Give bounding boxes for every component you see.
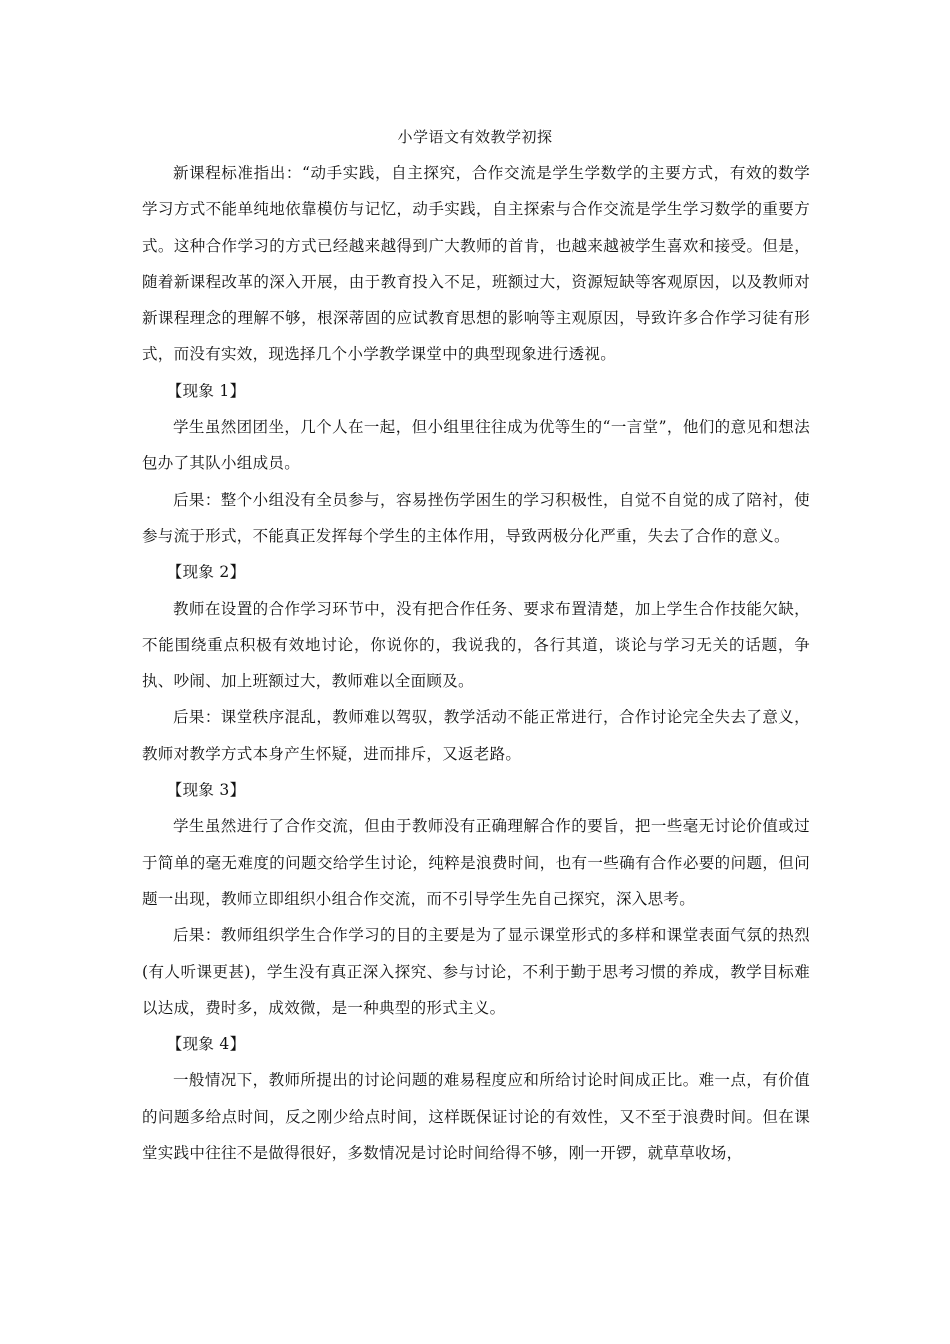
document-title: 小学语文有效教学初探: [397, 128, 553, 146]
phenomenon-4-description: 一般情况下，教师所提出的讨论问题的难易程度应和所给讨论时间成正比。难一点，有价值的问题多给点时间，反之刚少给点时间，这样既保证讨论的有效性，又不至于浪费时间。但在课堂实践中往往不是做得很好，多数情况是讨论时间给得不够，刚一开锣，就草草收场，: [142, 1071, 810, 1163]
phenomenon-2-heading: 【现象 2】: [166, 563, 246, 582]
phenomenon-1-consequence: 后果：整个小组没有全员参与，容易挫伤学困生的学习积极性，自觉不自觉的成了陪衬，使参与流于形式，不能真正发挥每个学生的主体作用，导致两极分化严重，失去了合作的意义。: [142, 490, 810, 545]
document-body: [142, 155, 810, 1171]
phenomenon-3-consequence: 后果：教师组织学生合作学习的目的主要是为了显示课堂形式的多样和课堂表面气氛的热烈(有人听课更甚)，学生没有真正深入探究、参与讨论，不利于勤于思考习惯的养成，教学目标难以达成，费时多，成效微，是一种典型的形式主义。: [142, 926, 810, 1017]
phenomenon-1-heading: 【现象 1】: [166, 381, 246, 400]
phenomenon-3-heading: 【现象 3】: [166, 781, 246, 800]
phenomenon-3-description: 学生虽然进行了合作交流，但由于教师没有正确理解合作的要旨，把一些毫无讨论价值或过于简单的毫无难度的问题交给学生讨论，纯粹是浪费时间，也有一些确有合作必要的问题，但问题一出现，教师立即组织小组合作交流，而不引导学生先自己探究，深入思考。: [142, 817, 810, 908]
phenomenon-2-consequence: 后果：课堂秩序混乱，教师难以驾驭，教学活动不能正常进行，合作讨论完全失去了意义，教师对教学方式本身产生怀疑，进而排斥，又返老路。: [142, 708, 810, 763]
intro-paragraph: 新课程标准指出：“动手实践，自主探究，合作交流是学生学数学的主要方式，有效的数学学习方式不能单纯地依靠模仿与记忆，动手实践，自主探索与合作交流是学生学习数学的重要方式。这种合作学习的方式已经越来越得到广大教师的首肯，也越来越被学生喜欢和接受。但是，随着新课程改革的深入开展，由于教育投入不足，班额过大，资源短缺等客观原因，以及教师对新课程理念的理解不够，根深蒂固的应试教育思想的影响等主观原因，导致许多合作学习徒有形式，而没有实效，现选择几个小学教学课堂中的典型现象进行透视。: [142, 164, 810, 364]
phenomenon-1-description: 学生虽然团团坐，几个人在一起，但小组里往往成为优等生的“一言堂”，他们的意见和想法包办了其队小组成员。: [142, 418, 810, 473]
phenomenon-2-description: 教师在设置的合作学习环节中，没有把合作任务、要求布置清楚，加上学生合作技能欠缺，不能围绕重点积极有效地讨论，你说你的，我说我的，各行其道，谈论与学习无关的话题，争执、吵闹、加上班额过大，教师难以全面顾及。: [142, 599, 810, 691]
phenomenon-4-heading: 【现象 4】: [166, 1035, 246, 1054]
